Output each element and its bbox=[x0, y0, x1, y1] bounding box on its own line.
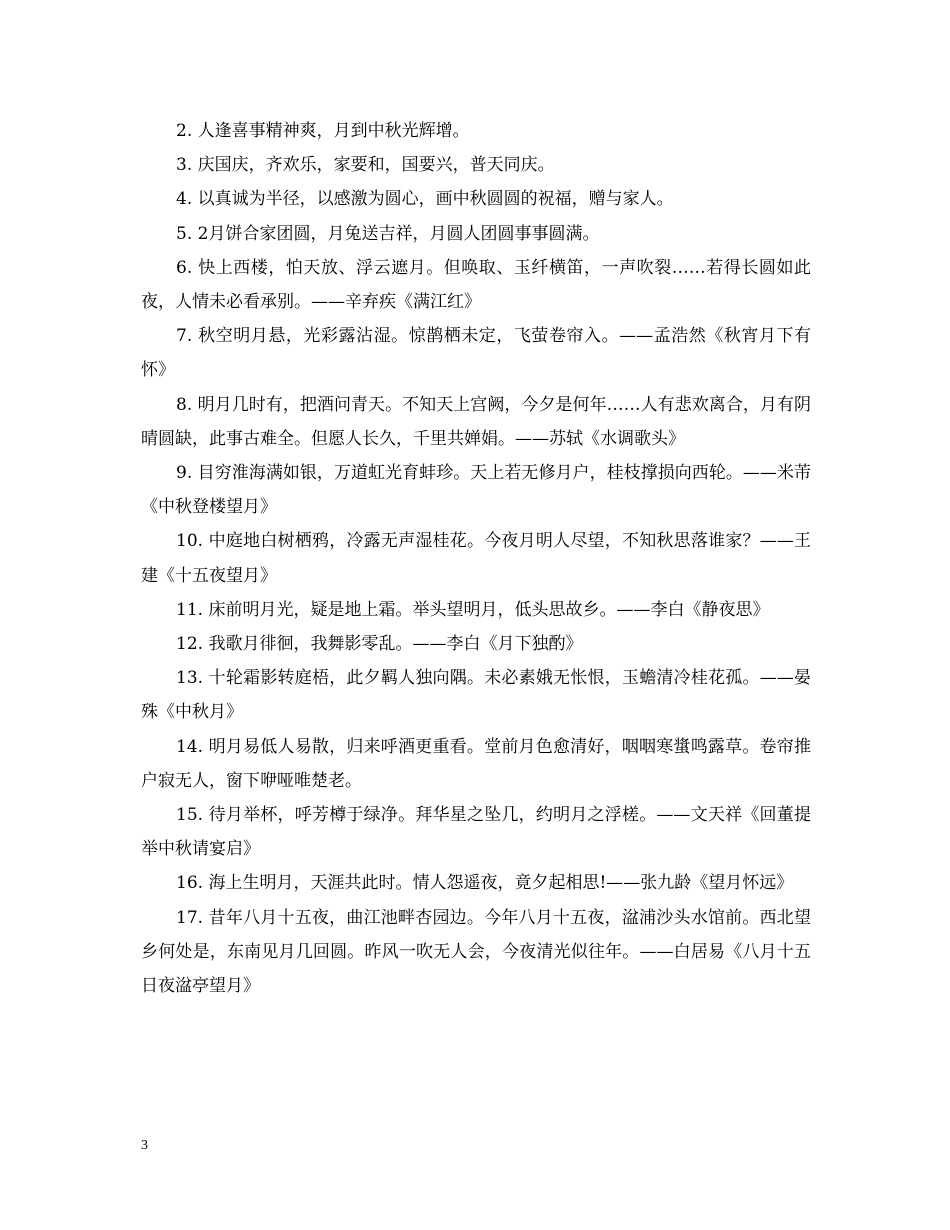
paragraph-item-7: 7. 秋空明月悬，光彩露沾湿。惊鹊栖未定，飞萤卷帘入。——孟浩然《秋宵月下有怀》 bbox=[141, 326, 811, 381]
paragraph-item-8: 8. 明月几时有，把酒问青天。不知天上宫阙，今夕是何年……人有悲欢离合，月有阴晴圆缺，此事古难全。但愿人长久，千里共婵娟。——苏轼《水调歌头》 bbox=[141, 394, 811, 449]
paragraph-item-14: 14. 明月易低人易散，归来呼酒更重看。堂前月色愈清好，咽咽寒螀鸣露草。卷帘推户寂无人，窗下咿哑唯楚老。 bbox=[141, 736, 811, 791]
paragraph-item-15: 15. 待月举杯，呼芳樽于绿净。拜华星之坠几，约明月之浮槎。——文天祥《回董提举中秋请宴启》 bbox=[141, 805, 811, 860]
paragraph-item-9: 9. 目穷淮海满如银，万道虹光育蚌珍。天上若无修月户，桂枝撑损向西轮。——米芾《中秋登楼望月》 bbox=[141, 463, 811, 518]
paragraph-item-12: 12. 我歌月徘徊，我舞影零乱。——李白《月下独酌》 bbox=[176, 634, 583, 655]
page-number: 3 bbox=[141, 1138, 148, 1153]
paragraph-item-13: 13. 十轮霜影转庭梧，此夕羁人独向隅。未必素娥无怅恨，玉蟾清冷桂花孤。——晏殊《中秋月》 bbox=[141, 668, 811, 723]
paragraph-item-17: 17. 昔年八月十五夜，曲江池畔杏园边。今年八月十五夜，湓浦沙头水馆前。西北望乡何处是，东南见月几回圆。昨风一吹无人会，今夜清光似往年。——白居易《八月十五日夜湓亭望月》 bbox=[141, 907, 811, 997]
paragraph-item-10: 10. 中庭地白树栖鸦，冷露无声湿桂花。今夜月明人尽望，不知秋思落谁家？——王建《十五夜望月》 bbox=[141, 531, 811, 586]
paragraph-item-16: 16. 海上生明月，天涯共此时。情人怨遥夜，竟夕起相思!——张九龄《望月怀远》 bbox=[176, 873, 794, 894]
paragraph-item-5: 5. 2月饼合家团圆，月兔送吉祥，月圆人团圆事事圆满。 bbox=[176, 223, 600, 244]
paragraph-item-3: 3. 庆国庆，齐欢乐，家要和，国要兴，普天同庆。 bbox=[176, 155, 555, 176]
paragraph-item-2: 2. 人逢喜事精神爽，月到中秋光辉增。 bbox=[176, 121, 470, 141]
paragraph-item-4: 4. 以真诚为半径，以感激为圆心，画中秋圆圆的祝福，赠与家人。 bbox=[176, 189, 674, 210]
paragraph-item-6: 6. 快上西楼，怕天放、浮云遮月。但唤取、玉纤横笛，一声吹裂……若得长圆如此夜，人情未必看承别。——辛弃疾《满江红》 bbox=[141, 257, 811, 313]
document-body bbox=[141, 114, 811, 1003]
paragraph-item-11: 11. 床前明月光，疑是地上霜。举头望明月，低头思故乡。——李白《静夜思》 bbox=[176, 599, 770, 620]
